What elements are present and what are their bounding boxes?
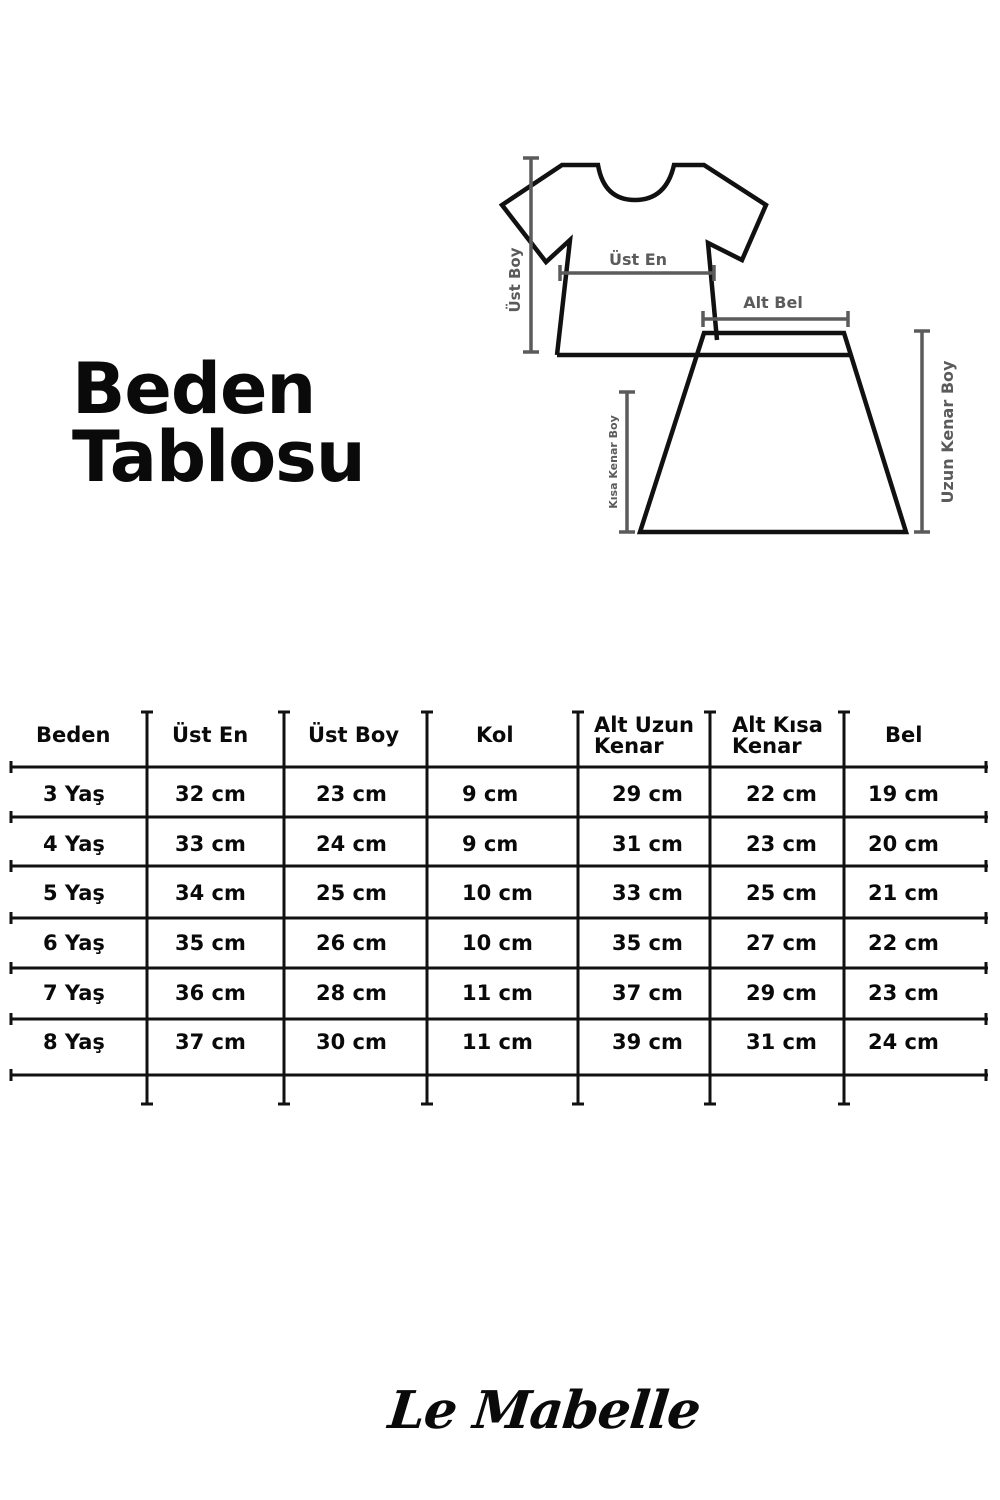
skirt-outline: [640, 333, 906, 532]
table-header-cell: Kol: [476, 723, 514, 747]
table-value-cell: 25 cm: [746, 881, 817, 905]
alt-bel-label: Alt Bel: [743, 293, 803, 312]
table-value-cell: 30 cm: [316, 1030, 387, 1054]
garment-measurement-diagram: [0, 0, 1000, 560]
table-value-cell: 36 cm: [175, 981, 246, 1005]
uzun-kenar-boy-dimension: [914, 331, 930, 532]
uzun-kenar-boy-label: Uzun Kenar Boy: [938, 360, 957, 504]
table-header-cell: Üst En: [172, 723, 249, 747]
ust-en-label: Üst En: [608, 250, 668, 269]
table-value-cell: 39 cm: [612, 1030, 683, 1054]
table-value-cell: 35 cm: [612, 931, 683, 955]
table-value-cell: 24 cm: [868, 1030, 939, 1054]
table-value-cell: 27 cm: [746, 931, 817, 955]
table-header-cell: Üst Boy: [308, 723, 400, 747]
table-value-cell: 22 cm: [746, 782, 817, 806]
table-size-label: 5 Yaş: [43, 881, 105, 905]
kisa-kenar-boy-dimension: [619, 392, 635, 532]
table-value-cell: 23 cm: [316, 782, 387, 806]
table-size-label: 3 Yaş: [43, 782, 105, 806]
table-value-cell: 24 cm: [316, 832, 387, 856]
table-value-cell: 31 cm: [612, 832, 683, 856]
table-value-cell: 29 cm: [746, 981, 817, 1005]
table-value-cell: 21 cm: [868, 881, 939, 905]
table-value-cell: 19 cm: [868, 782, 939, 806]
table-value-cell: 9 cm: [462, 832, 519, 856]
table-value-cell: 26 cm: [316, 931, 387, 955]
table-value-cell: 37 cm: [175, 1030, 246, 1054]
table-value-cell: 11 cm: [462, 1030, 533, 1054]
table-value-cell: 10 cm: [462, 931, 533, 955]
brand-logo: [385, 1370, 703, 1450]
table-value-cell: 22 cm: [868, 931, 939, 955]
table-value-cell: 35 cm: [175, 931, 246, 955]
page-title-line-1: Beden: [72, 348, 316, 430]
table-value-cell: 37 cm: [612, 981, 683, 1005]
table-header-line: Kenar: [594, 734, 664, 758]
page-title-line-2: Tablosu: [72, 416, 365, 498]
table-header-cell: Bel: [885, 723, 923, 747]
table-value-cell: 33 cm: [175, 832, 246, 856]
table-value-cell: 10 cm: [462, 881, 533, 905]
table-value-cell: 31 cm: [746, 1030, 817, 1054]
table-value-cell: 33 cm: [612, 881, 683, 905]
table-size-label: 7 Yaş: [43, 981, 105, 1005]
table-value-cell: 11 cm: [462, 981, 533, 1005]
table-header-line: Alt Uzun: [594, 713, 694, 737]
table-header-line: Kenar: [732, 734, 802, 758]
table-value-cell: 34 cm: [175, 881, 246, 905]
table-header-cell: [594, 715, 694, 757]
table-value-cell: 29 cm: [612, 782, 683, 806]
table-value-cell: 9 cm: [462, 782, 519, 806]
alt-bel-dimension: [703, 311, 848, 327]
table-size-label: 4 Yaş: [43, 832, 105, 856]
table-size-label: 6 Yaş: [43, 931, 105, 955]
table-value-cell: 23 cm: [746, 832, 817, 856]
table-header-cell: Beden: [36, 723, 111, 747]
kisa-kenar-boy-label: Kısa Kenar Boy: [607, 415, 620, 509]
table-value-cell: 20 cm: [868, 832, 939, 856]
table-header-cell: [732, 715, 823, 757]
table-value-cell: 28 cm: [316, 981, 387, 1005]
table-value-cell: 25 cm: [316, 881, 387, 905]
brand-name: Le Mabelle: [385, 1380, 703, 1441]
table-value-cell: 23 cm: [868, 981, 939, 1005]
table-header-line: Alt Kısa: [732, 713, 823, 737]
ust-boy-label: Üst Boy: [506, 247, 524, 313]
table-value-cell: 32 cm: [175, 782, 246, 806]
table-size-label: 8 Yaş: [43, 1030, 105, 1054]
